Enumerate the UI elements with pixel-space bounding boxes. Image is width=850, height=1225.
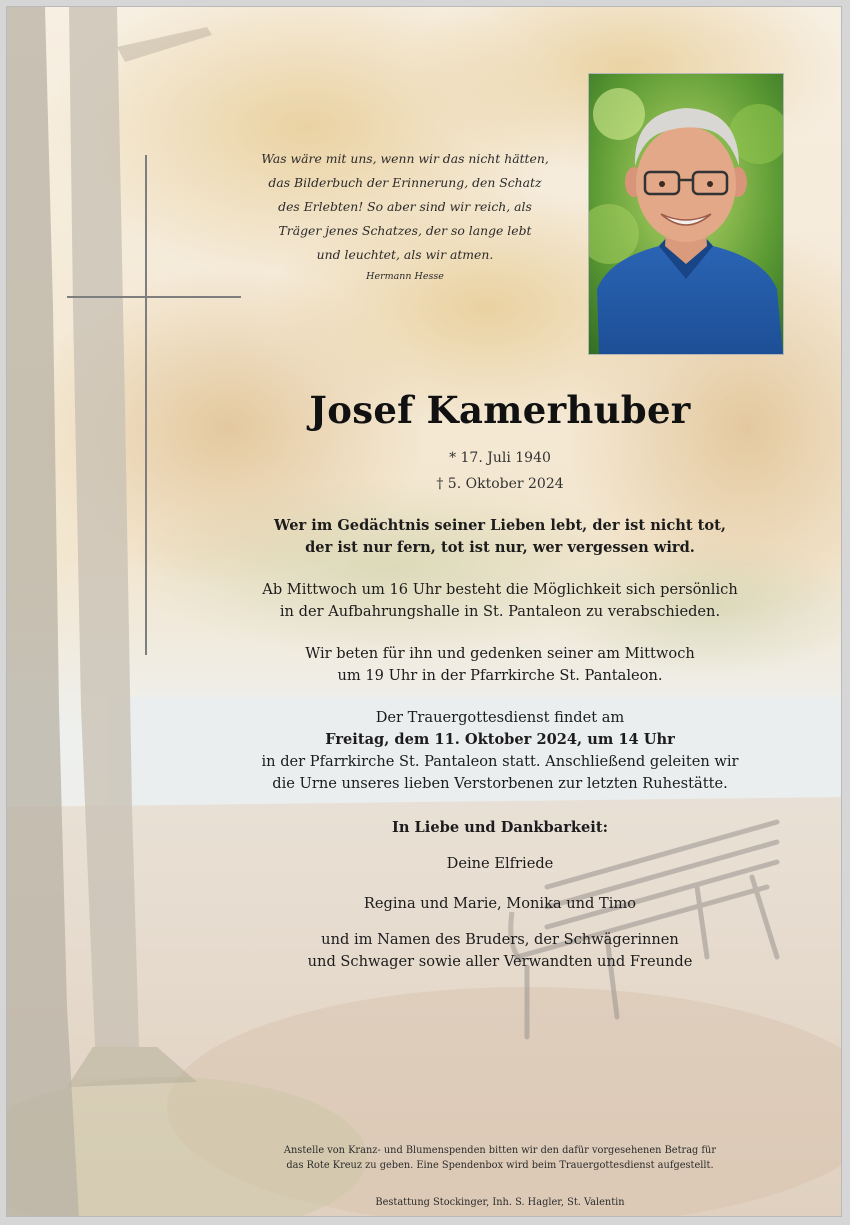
birth-date: * 17. Juli 1940 [449, 450, 551, 466]
quote-author: Hermann Hesse [366, 271, 444, 282]
undertaker-credit: Bestattung Stockinger, Inh. S. Hagler, St. Valentin [375, 1197, 625, 1208]
quote-line: und leuchtet, als wir atmen. [316, 247, 494, 262]
portrait-photo [589, 74, 783, 354]
mourners-heading: In Liebe und Dankbarkeit: [392, 819, 608, 836]
quote-line: Träger jenes Schatzes, der so lange lebt [278, 223, 532, 238]
mourners [157, 817, 842, 973]
service-date: Freitag, dem 11. Oktober 2024, um 14 Uhr [325, 731, 675, 748]
motto-line: der ist nur fern, tot ist nur, wer vergessen wird. [305, 539, 695, 556]
hesse-quote [245, 147, 565, 284]
farewell-line: in der Aufbahrungshalle in St. Pantaleon zu verabschieden. [279, 603, 721, 620]
service-intro: Der Trauergottesdienst findet am [375, 709, 625, 726]
donation-line: das Rote Kreuz zu geben. Eine Spendenbox wird beim Trauergottesdienst aufgestellt. [286, 1160, 714, 1171]
prayer-info [157, 643, 842, 687]
service-info [157, 707, 842, 795]
obituary-card [6, 6, 842, 1217]
mourners-others-line: und Schwager sowie aller Verwandten und Freunde [307, 953, 693, 970]
quote-line: des Erlebten! So aber sind wir reich, als [278, 199, 532, 214]
mourners-children: Regina und Marie, Monika und Timo [363, 895, 637, 912]
life-dates [157, 445, 842, 497]
quote-line: das Bilderbuch der Erinnerung, den Schatz [268, 175, 542, 190]
motto-line: Wer im Gedächtnis seiner Lieben lebt, der ist nicht tot, [274, 517, 726, 534]
motto [157, 515, 842, 559]
service-detail-line: die Urne unseres lieben Verstorbenen zur letzten Ruhestätte. [272, 775, 728, 792]
service-detail-line: in der Pfarrkirche St. Pantaleon statt. Anschließend geleiten wir [261, 753, 739, 770]
prayer-line: um 19 Uhr in der Pfarrkirche St. Pantaleon. [337, 667, 663, 684]
mourners-others-line: und im Namen des Bruders, der Schwägerinnen [321, 931, 679, 948]
prayer-line: Wir beten für ihn und gedenken seiner am Mittwoch [305, 645, 695, 662]
donation-note [157, 1143, 842, 1173]
obituary-body [157, 515, 842, 973]
quote-line: Was wäre mit uns, wenn wir das nicht hätten, [261, 151, 549, 166]
donation-line: Anstelle von Kranz- und Blumenspenden bitten wir den dafür vorgesehenen Betrag für [283, 1145, 717, 1156]
cross-icon-vertical [145, 155, 147, 655]
death-date: † 5. Oktober 2024 [436, 476, 564, 492]
deceased-name: Josef Kamerhuber [309, 388, 691, 432]
farewell-info [157, 579, 842, 623]
cross-icon-horizontal [67, 296, 241, 298]
portrait-illustration [589, 74, 783, 354]
farewell-line: Ab Mittwoch um 16 Uhr besteht die Möglichkeit sich persönlich [262, 581, 738, 598]
mourners-wife: Deine Elfriede [446, 855, 554, 872]
